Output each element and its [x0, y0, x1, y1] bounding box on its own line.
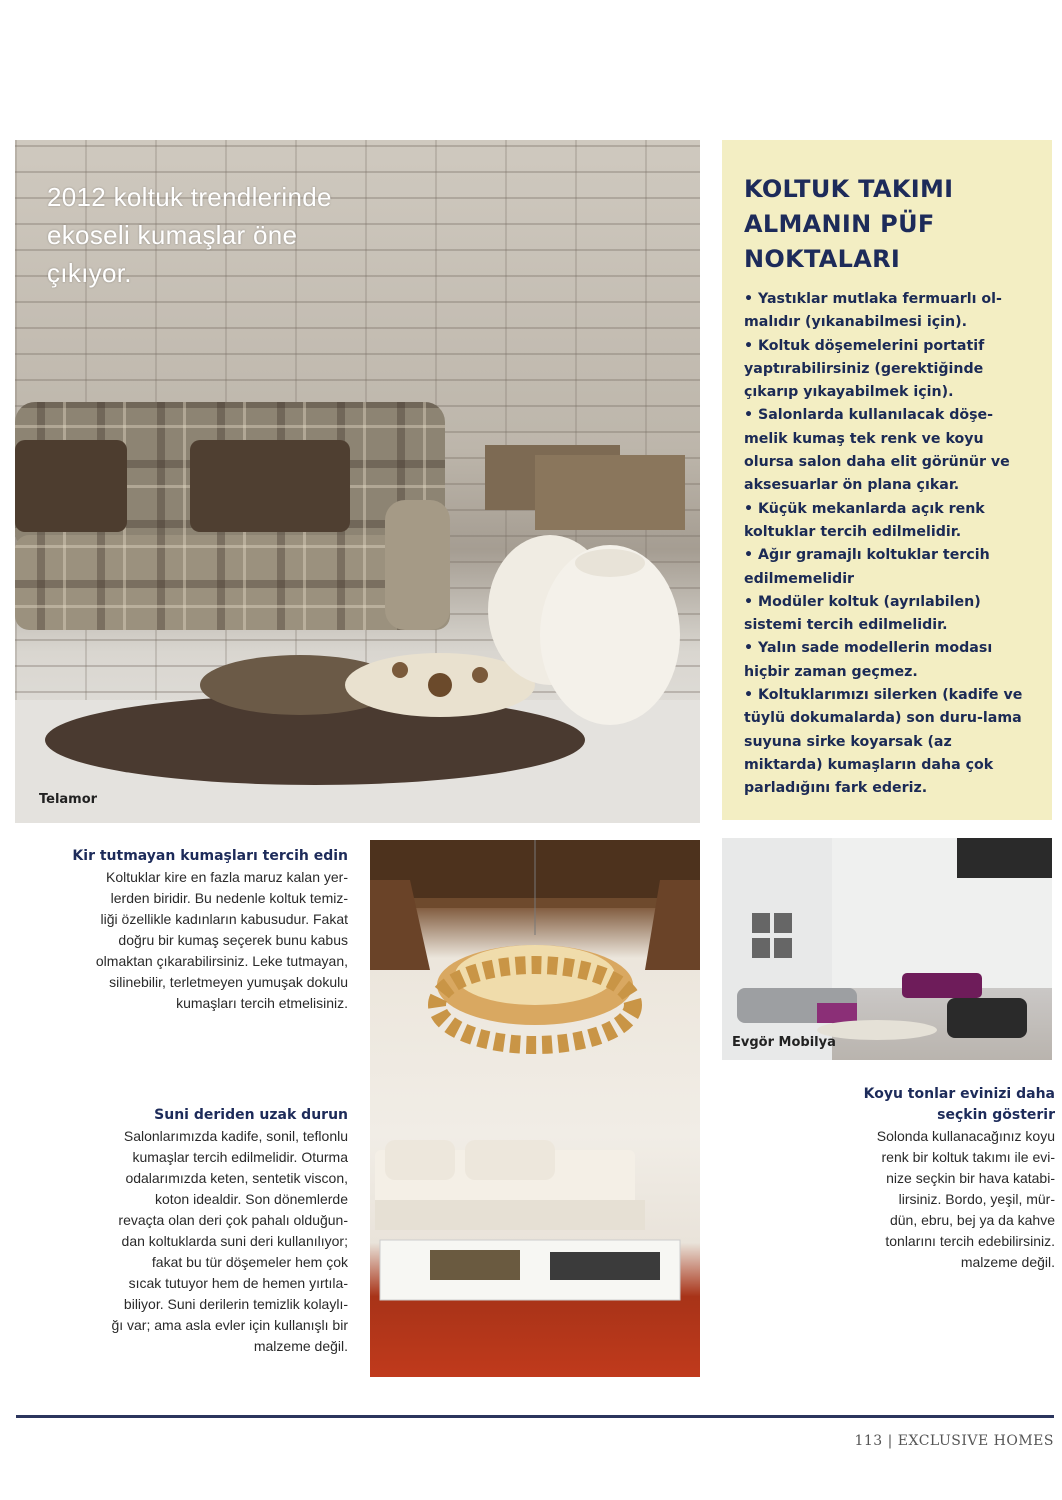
- section-line: biliyor. Suni derilerin temizlik kolaylı-: [123, 1296, 348, 1312]
- section-line: liği özellikle kadınların kabusudur. Fakat: [100, 911, 348, 927]
- pendant-lamp-illustration: [370, 840, 700, 1377]
- section-heading-line: Koyu tonlar evinizi daha: [863, 1086, 1055, 1102]
- section-line: malzeme değil.: [253, 1338, 348, 1354]
- living-room-photo: [722, 838, 1052, 1060]
- section-heading: Suni deriden uzak durun: [154, 1107, 348, 1123]
- section-heading: Kir tutmayan kumaşları tercih edin: [72, 848, 348, 864]
- hero-photo: [15, 140, 700, 823]
- section-line: fakat bu tür döşemeler hem çok: [151, 1254, 348, 1270]
- section-line: doğru bir kumaş seçerek bunu kabus: [118, 932, 348, 948]
- hero-caption: [47, 178, 427, 292]
- section-line: odalarımızda keten, sentetik viscon,: [125, 1170, 348, 1186]
- tip-item: • Ağır gramajlı koltuklar tercih edilmemelidir: [744, 544, 1034, 591]
- section-line: Koltuklar kire en fazla maruz kalan yer-: [106, 869, 348, 885]
- tip-item: • Koltuklarımızı silerken (kadife ve tüylü dokumalarda) son duru-lama suyuna sirke koyarsak (az miktarda) kumaşların daha çok parladığını fark ederiz.: [744, 684, 1034, 800]
- section-line: renk bir koltuk takımı ile evi-: [881, 1149, 1055, 1165]
- page-footer: 113 | EXCLUSIVE HOMES: [854, 1433, 1054, 1449]
- section-faux-leather: [20, 1105, 348, 1357]
- section-line: kumaşları tercih etmelisiniz.: [176, 995, 348, 1011]
- tip-item: • Modüler koltuk (ayrılabilen) sistemi tercih edilmelidir.: [744, 591, 1034, 638]
- section-line: revaçta olan deri çok pahalı olduğun-: [118, 1212, 348, 1228]
- footer-rule: [16, 1415, 1054, 1418]
- section-line: olmaktan çıkarabilirsiniz. Leke tutmayan,: [95, 953, 348, 969]
- hero-caption-line: çıkıyor.: [47, 258, 132, 288]
- section-line: lerden biridir. Bu nedenle koltuk temiz-: [110, 890, 348, 906]
- room-credit: Evgör Mobilya: [732, 1035, 836, 1050]
- tips-list: [744, 288, 1034, 801]
- tip-item: • Yalın sade modellerin modası hiçbir zaman geçmez.: [744, 637, 1034, 684]
- section-line: koton idealdir. Son dönemlerde: [154, 1191, 348, 1207]
- section-line: dün, ebru, bej ya da kahve: [889, 1212, 1055, 1228]
- section-line: nize seçkin bir hava katabi-: [886, 1170, 1055, 1186]
- tip-item: • Yastıklar mutlaka fermuarlı ol-malıdır (yıkanabilmesi için).: [744, 288, 1034, 335]
- tips-title-line: KOLTUK TAKIMI: [744, 175, 954, 203]
- section-line: kumaşlar tercih edilmelidir. Oturma: [132, 1149, 348, 1165]
- hero-caption-line: 2012 koltuk trendlerinde: [47, 182, 332, 212]
- section-line: Solonda kullanacağınız koyu: [876, 1128, 1055, 1144]
- section-heading-line: seçkin gösterir: [937, 1107, 1055, 1123]
- tips-title: [744, 172, 1044, 277]
- section-line: silinebilir, terletmeyen yumuşak dokulu: [109, 974, 348, 990]
- hero-caption-line: ekoseli kumaşlar öne: [47, 220, 298, 250]
- tip-item: • Küçük mekanlarda açık renk koltuklar tercih edilmelidir.: [744, 498, 1034, 545]
- tip-item: • Salonlarda kullanılacak döşe-melik kumaş tek renk ve koyu olursa salon daha elit görünür ve aksesuarlar ön plana çıkar.: [744, 404, 1034, 497]
- section-line: dan koltuklarda suni deri kullanılıyor;: [121, 1233, 348, 1249]
- section-line: malzeme değil.: [960, 1254, 1055, 1270]
- tips-title-line: ALMANIN PÜF: [744, 210, 935, 238]
- tips-box: [722, 140, 1052, 820]
- section-dirt-resistant: [20, 846, 348, 1014]
- section-line: lirsiniz. Bordo, yeşil, mür-: [898, 1191, 1055, 1207]
- section-dark-tones: [722, 1084, 1055, 1273]
- section-line: sıcak tutuyor hem de hemen yırtıla-: [128, 1275, 348, 1291]
- pendant-lamp-photo: [370, 840, 700, 1377]
- tips-title-line: NOKTALARI: [744, 245, 901, 273]
- section-line: Salonlarımızda kadife, sonil, teflonlu: [123, 1128, 348, 1144]
- section-line: ğı var; ama asla evler için kullanışlı bir: [111, 1317, 348, 1333]
- section-line: tonlarını tercih edebilirsiniz.: [885, 1233, 1055, 1249]
- hero-credit: Telamor: [39, 792, 98, 807]
- living-room-illustration-2: [722, 838, 1052, 1060]
- tip-item: • Koltuk döşemelerini portatif yaptırabilirsiniz (gerektiğinde çıkarıp yıkayabilmek için).: [744, 335, 1034, 405]
